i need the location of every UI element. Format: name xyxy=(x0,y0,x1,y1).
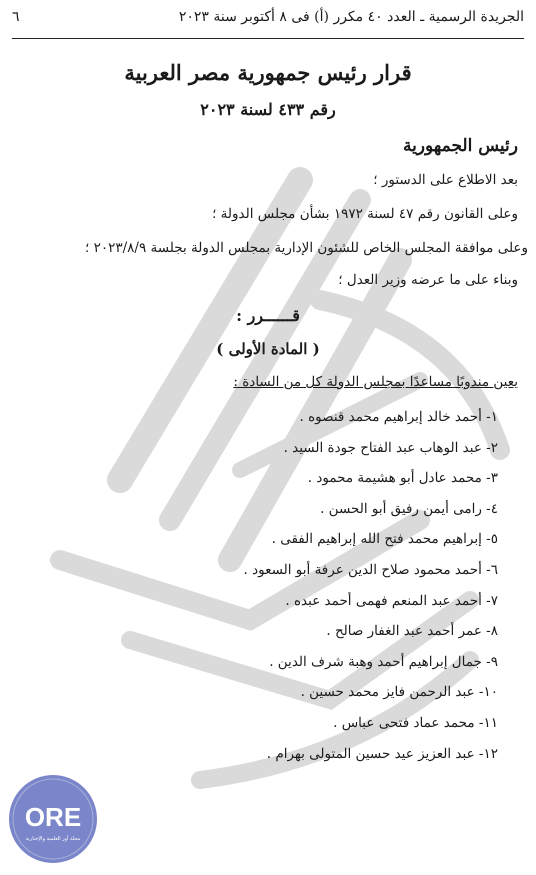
preamble-line: وعلى موافقة المجلس الخاص للشئون الإدارية بمجلس الدولة بجلسة ٢٠٢٣/٨/٩ ؛ xyxy=(85,240,528,256)
decree-title: قرار رئيس جمهورية مصر العربية xyxy=(124,60,412,85)
appointee-item: ٣- محمد عادل أبو هشيمة محمود . xyxy=(307,470,498,487)
appointee-item: ٦- أحمد محمود صلاح الدين عرفة أبو السعود . xyxy=(243,561,498,578)
appointee-item: ١- أحمد خالد إبراهيم محمد قنصوه . xyxy=(299,409,498,425)
decision-heading: قــــــرر : xyxy=(236,306,300,325)
appointee-item: ٥- إبراهيم محمد فتح الله إبراهيم الفقى . xyxy=(271,531,498,548)
page-header xyxy=(12,6,524,28)
appointee-item: ٧- أحمد عبد المنعم فهمى أحمد عبده . xyxy=(285,592,498,609)
appointee-item: ٢- عبد الوهاب عبد الفتاح جودة السيد . xyxy=(283,439,498,456)
appointee-item: ١٠- عبد الرحمن فايز محمد حسين . xyxy=(300,684,498,701)
appointment-intro: يعين مندوبًا مساعدًا بمجلس الدولة كل من السادة : xyxy=(233,374,518,390)
decree-number: رقم ٤٣٣ لسنة ٢٠٢٣ xyxy=(200,100,336,119)
gazette-issue-line: الجريدة الرسمية ـ العدد ٤٠ مكرر (أ) فى ٨ أكتوبر سنة ٢٠٢٣ xyxy=(178,9,524,25)
appointee-item: ١٢- عبد العزيز عيد حسين المتولى بهرام . xyxy=(266,745,498,762)
header-divider xyxy=(12,38,524,39)
appointee-item: ٩- جمال إبراهيم أحمد وهبة شرف الدين . xyxy=(269,653,498,670)
appointee-item: ١١- محمد عماد فتحى عباس . xyxy=(333,714,498,731)
appointee-item: ٨- عمر أحمد عبد الغفار صالح . xyxy=(326,623,498,640)
ore-logo xyxy=(8,774,98,864)
appointee-item: ٤- رامى أيمن رفيق أبو الحسن . xyxy=(320,500,498,517)
svg-text:ORE: ORE xyxy=(24,802,82,832)
preamble-line: وعلى القانون رقم ٤٧ لسنة ١٩٧٢ بشأن مجلس الدولة ؛ xyxy=(212,206,518,222)
appointee-list xyxy=(244,402,498,769)
preamble-line: بعد الاطلاع على الدستور ؛ xyxy=(373,172,518,188)
page-number: ٦ xyxy=(12,9,20,25)
article-heading: ( المادة الأولى ) xyxy=(216,340,320,358)
issuer-heading: رئيس الجمهورية xyxy=(402,136,518,156)
svg-text:مجلة أور العلمية والإخبارية: مجلة أور العلمية والإخبارية xyxy=(25,836,81,842)
preamble-line: وبناء على ما عرضه وزير العدل ؛ xyxy=(338,272,518,288)
